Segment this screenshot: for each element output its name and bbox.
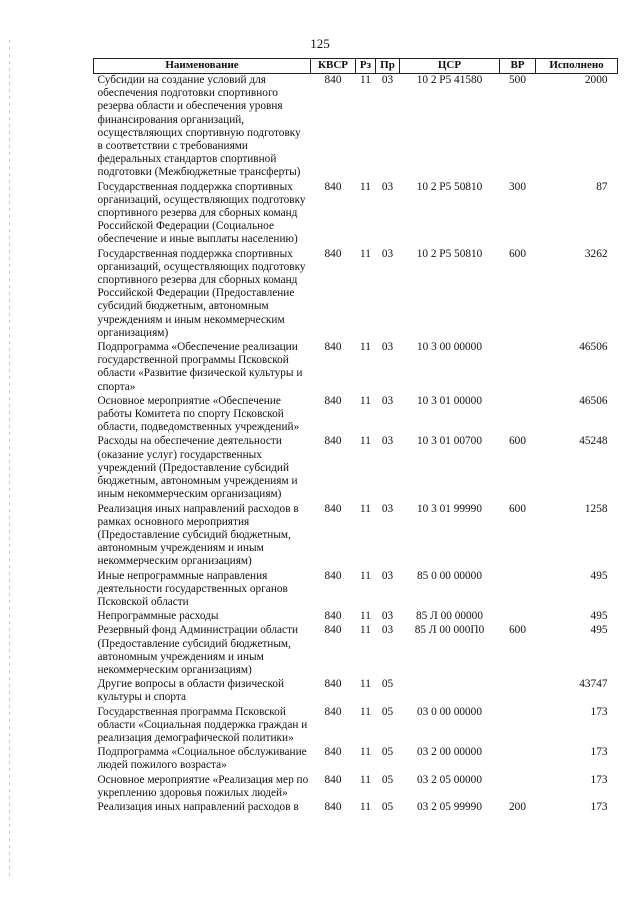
row-csr: 85 Л 00 000П0 (414, 624, 485, 637)
row-pr: 03 (381, 502, 394, 515)
row-pr: 03 (381, 435, 394, 448)
row-csr: 10 2 P5 41580 (416, 74, 483, 86)
row-done: 495 (590, 569, 608, 582)
row-name: Субсидии на создание условий для обеспечения подготовки спортивного резерва области и обеспечения уровня финансирования организаций, осуществляющих спортивную подготовку в соответствии с требованиями федеральных стандартов спортивной подготовки (Межбюджетные трансферты) (97, 74, 301, 179)
header-kvsr: КВСР (311, 59, 356, 74)
row-name: Основное мероприятие «Обеспечение работы Комитета по спорту Псковской области, подведомственных учреждений» (97, 394, 300, 434)
row-vr (500, 774, 536, 801)
row-csr (400, 678, 500, 705)
row-pr: 03 (381, 624, 394, 637)
row-name: Реализация иных направлений расходов в (97, 800, 299, 813)
row-vr: 600 (509, 624, 526, 637)
row-rz: 11 (360, 746, 371, 759)
row-rz: 11 (360, 435, 371, 448)
header-vr: ВР (500, 59, 536, 74)
row-vr (500, 610, 536, 624)
row-done: 46506 (579, 394, 608, 407)
row-kvsr: 840 (324, 773, 342, 786)
row-done: 173 (590, 800, 608, 813)
header-rz: Рз (356, 59, 376, 74)
row-pr: 03 (381, 74, 394, 86)
row-pr: 03 (381, 394, 394, 407)
row-csr: 10 3 01 00700 (417, 435, 482, 448)
row-kvsr: 840 (324, 341, 342, 354)
row-rz: 11 (360, 624, 371, 637)
row-done: 3262 (584, 247, 608, 260)
row-done: 46506 (579, 341, 608, 354)
row-csr: 03 2 05 00000 (417, 773, 482, 786)
row-vr: 300 (509, 180, 526, 193)
table-row (94, 341, 618, 395)
table-row (94, 181, 618, 248)
row-pr: 03 (381, 180, 394, 193)
row-name: Иные непрограммные направления деятельности государственных органов Псковской области (97, 569, 288, 608)
row-kvsr: 840 (324, 502, 342, 515)
table-row (94, 678, 618, 705)
row-pr: 03 (381, 341, 394, 354)
table-row (94, 395, 618, 436)
row-kvsr: 840 (324, 800, 342, 813)
row-vr (500, 395, 536, 436)
row-name: Подпрограмма «Социальное обслуживание людей пожилого возраста» (97, 746, 307, 772)
row-pr: 03 (381, 610, 394, 623)
row-name: Подпрограмма «Обеспечение реализации государственной программы Псковской области «Развитие физической культуры и спорта» (97, 341, 303, 393)
row-rz: 11 (360, 341, 371, 354)
header-name: Наименование (94, 59, 311, 74)
row-kvsr: 840 (324, 394, 342, 407)
table-row (94, 624, 618, 678)
row-rz: 11 (360, 394, 371, 407)
row-vr: 600 (509, 247, 526, 260)
row-done: 495 (590, 624, 608, 637)
row-kvsr: 840 (324, 705, 342, 718)
header-done: Исполнено (536, 59, 618, 74)
row-csr: 10 3 00 00000 (417, 341, 482, 354)
row-vr (500, 678, 536, 705)
row-name: Непрограммные расходы (97, 610, 219, 623)
row-rz: 11 (360, 800, 371, 813)
row-kvsr: 840 (324, 610, 342, 623)
table-row (94, 746, 618, 773)
table-row (94, 435, 618, 502)
row-rz: 11 (360, 569, 371, 582)
row-vr (500, 570, 536, 611)
row-done: 173 (590, 773, 608, 786)
row-csr: 03 2 05 99990 (417, 800, 482, 813)
row-name: Реализация иных направлений расходов в рамках основного мероприятия (Предоставление субсидий бюджетным, автономным учреждениям и иным некоммерческим организациям) (97, 502, 299, 568)
row-vr: 600 (509, 502, 526, 515)
row-csr: 03 2 00 00000 (417, 746, 482, 759)
table-header-row (94, 59, 618, 74)
table-row (94, 610, 618, 624)
row-rz: 11 (360, 705, 371, 718)
row-done: 173 (590, 705, 608, 718)
scan-margin-line (9, 40, 10, 880)
row-done: 173 (590, 746, 608, 759)
row-rz: 11 (360, 180, 371, 193)
row-name: Расходы на обеспечение деятельности (оказание услуг) государственных учреждений (Предоставление субсидий бюджетным, автономным учреждениям и иным некоммерческим организациям) (97, 435, 298, 501)
row-vr (500, 746, 536, 773)
row-kvsr: 840 (324, 678, 342, 691)
row-name: Государственная поддержка спортивных организаций, осуществляющих подготовку спортивного резерва для сборных команд Российской Федерации (Предоставление субсидий бюджетным, автономным учреждениям и иным некоммерческим организациям) (97, 247, 306, 339)
row-kvsr: 840 (324, 435, 342, 448)
row-name: Другие вопросы в области физической культуры и спорта (97, 678, 285, 704)
row-csr: 85 Л 00 00000 (416, 610, 483, 623)
row-done: 2000 (584, 74, 608, 86)
row-name: Основное мероприятие «Реализация мер по укреплению здоровья пожилых людей» (97, 773, 309, 799)
row-rz: 11 (360, 502, 371, 515)
row-done: 495 (590, 610, 608, 623)
page-number: 125 (310, 36, 330, 51)
row-kvsr: 840 (324, 247, 342, 260)
row-csr: 85 0 00 00000 (417, 569, 482, 582)
row-csr: 10 3 01 00000 (417, 394, 482, 407)
row-rz: 11 (360, 247, 371, 260)
table-row (94, 74, 618, 181)
table-row (94, 503, 618, 570)
budget-table (93, 58, 618, 815)
row-pr: 03 (381, 247, 394, 260)
row-done: 43747 (579, 678, 608, 691)
header-csr: ЦСР (400, 59, 500, 74)
row-pr: 05 (381, 746, 394, 759)
table-row (94, 570, 618, 611)
row-pr: 03 (381, 569, 394, 582)
row-kvsr: 840 (324, 624, 342, 637)
row-csr: 10 3 01 99990 (417, 502, 482, 515)
row-vr: 600 (509, 435, 526, 448)
row-kvsr: 840 (324, 180, 342, 193)
row-csr: 10 2 P5 50810 (416, 180, 483, 193)
header-pr: Пр (376, 59, 400, 74)
table-row (94, 774, 618, 801)
row-pr: 05 (381, 773, 394, 786)
row-csr: 10 2 P5 50810 (416, 247, 483, 260)
row-kvsr: 840 (324, 569, 342, 582)
row-name: Государственная программа Псковской области «Социальная поддержка граждан и реализация демографической политики» (97, 705, 308, 744)
row-vr: 200 (509, 800, 526, 813)
row-vr (500, 341, 536, 395)
row-name: Государственная поддержка спортивных организаций, осуществляющих подготовку спортивного резерва для сборных команд Российской Федерации (Социальное обеспечение и иные выплаты населению) (97, 180, 306, 246)
row-done: 45248 (579, 435, 608, 448)
row-pr: 05 (381, 800, 394, 813)
row-csr: 03 0 00 00000 (417, 705, 482, 718)
table-row (94, 801, 618, 815)
row-rz: 11 (360, 610, 371, 623)
row-pr: 05 (381, 705, 394, 718)
row-name: Резервный фонд Администрации области (Предоставление субсидий бюджетным, автономным учреждениям и иным некоммерческим организациям) (97, 624, 299, 676)
row-done: 87 (596, 180, 608, 193)
row-kvsr: 840 (324, 746, 342, 759)
row-rz: 11 (360, 773, 371, 786)
row-done: 1258 (584, 502, 608, 515)
row-vr (500, 706, 536, 747)
row-pr: 05 (381, 678, 394, 691)
row-rz: 11 (360, 74, 371, 86)
row-kvsr: 840 (324, 74, 342, 86)
row-rz: 11 (360, 678, 371, 691)
row-vr: 500 (509, 74, 526, 86)
table-row (94, 248, 618, 341)
table-row (94, 706, 618, 747)
